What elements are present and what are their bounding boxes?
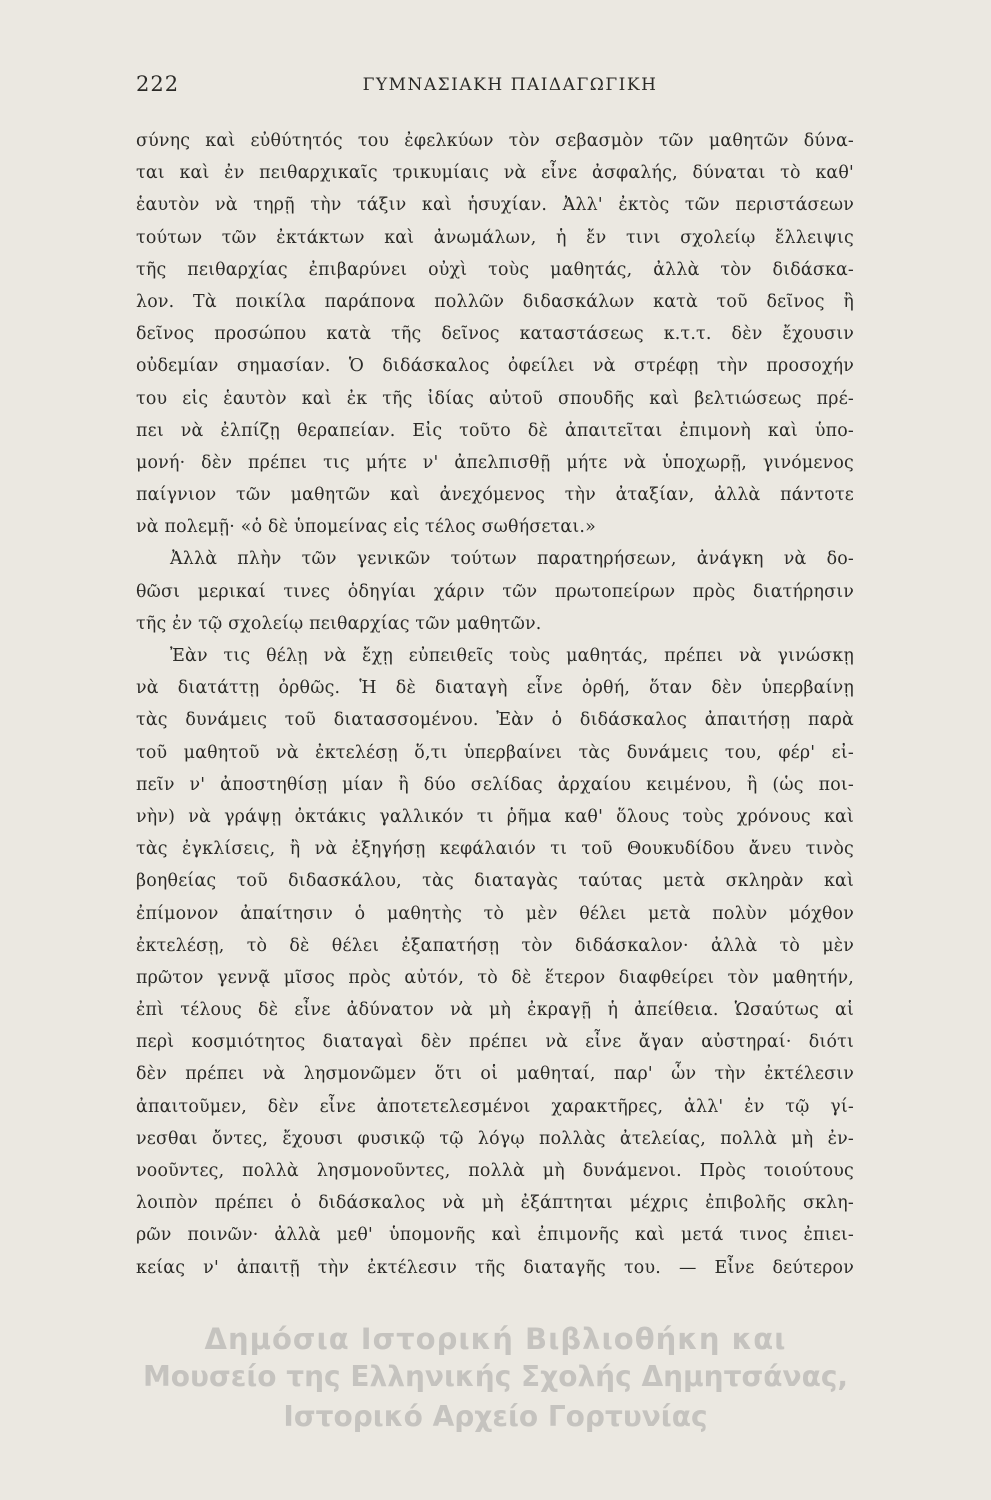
text-line: πει νὰ ἐλπίζῃ θεραπείαν. Εἰς τοῦτο δὲ ἀπαιτεῖται ἐπιμονὴ καὶ ὑπο- <box>136 420 854 441</box>
text-line: ἐπίμονον ἀπαίτησιν ὁ μαθητὴς τὸ μὲν θέλει μετὰ πολὺν μόχθον <box>136 903 854 924</box>
text-line: ρῶν ποινῶν· ἀλλὰ μεθ' ὑπομονῆς καὶ ἐπιμονῆς καὶ μετά τινος ἐπιει- <box>136 1225 854 1246</box>
text-line: σύνης καὶ εὐθύτητός του ἐφελκύων τὸν σεβασμὸν τῶν μαθητῶν δύνα- <box>136 131 854 151</box>
text-line: Ἐὰν τις θέλῃ νὰ ἔχῃ εὐπειθεῖς τοὺς μαθητάς, πρέπει νὰ γινώσκῃ <box>170 646 854 666</box>
text-line: του εἰς ἑαυτὸν καὶ ἐκ τῆς ἰδίας αὐτοῦ σπουδῆς καὶ βελτιώσεως πρέ- <box>136 388 854 409</box>
text-line: τῆς ἐν τῷ σχολείῳ πειθαρχίας τῶν μαθητῶν. <box>136 613 542 634</box>
text-line: δὲν πρέπει νὰ λησμονῶμεν ὅτι οἱ μαθηταί, παρ' ὧν τὴν ἐκτέλεσιν <box>136 1064 854 1085</box>
page-header <box>136 72 854 102</box>
library-watermark-line2: Μουσείο της Ελληνικής Σχολής Δημητσάνας, <box>142 1360 849 1393</box>
text-line: ἑαυτὸν νὰ τηρῇ τὴν τάξιν καὶ ἡσυχίαν. Ἀλλ' ἐκτὸς τῶν περιστάσεων <box>136 195 854 216</box>
running-title: ΓΥΜΝΑΣΙΑΚΗ ΠΑΙΔΑΓΩΓΙΚΗ <box>362 75 658 95</box>
text-line: τοῦ μαθητοῦ νὰ ἐκτελέσῃ ὅ,τι ὑπερβαίνει τὰς δυνάμεις του, φέρ' εἰ- <box>136 742 854 763</box>
text-line: παίγνιον τῶν μαθητῶν καὶ ἀνεχόμενος τὴν ἀταξίαν, ἀλλὰ πάντοτε <box>136 485 854 506</box>
library-watermark-line1: Δημόσια Ιστορική Βιβλιοθήκη και <box>204 1322 787 1356</box>
text-line: δεῖνος προσώπου κατὰ τῆς δεῖνος καταστάσεως κ.τ.τ. δὲν ἔχουσιν <box>136 324 854 345</box>
text-line: τὰς ἐγκλίσεις, ἢ νὰ ἐξηγήσῃ κεφάλαιόν τι τοῦ Θουκυδίδου ἄνευ τινὸς <box>136 839 854 860</box>
text-line: πρῶτον γεννᾷ μῖσος πρὸς αὐτόν, τὸ δὲ ἕτερον διαφθείρει τὸν μαθητήν, <box>136 967 854 988</box>
text-line: περὶ κοσμιότητος διαταγαὶ δὲν πρέπει νὰ εἶνε ἄγαν αὐστηραί· διότι <box>136 1032 854 1053</box>
text-line: Ἀλλὰ πλὴν τῶν γενικῶν τούτων παρατηρήσεων, ἀνάγκη νὰ δο- <box>170 549 854 570</box>
text-line: νὴν) νὰ γράψῃ ὀκτάκις γαλλικόν τι ῥῆμα καθ' ὅλους τοὺς χρόνους καὶ <box>136 806 854 827</box>
text-line: βοηθείας τοῦ διδασκάλου, τὰς διαταγὰς ταύτας μετὰ σκληρὰν καὶ <box>136 871 854 892</box>
text-line: ται καὶ ἐν πειθαρχικαῖς τρικυμίαις νὰ εἶνε ἀσφαλής, δύναται τὸ καθ' <box>136 163 854 184</box>
text-line: νὰ πολεμῇ· «ὁ δὲ ὑπομείνας εἰς τέλος σωθήσεται.» <box>136 517 596 538</box>
text-line: ἐπὶ τέλους δὲ εἶνε ἀδύνατον νὰ μὴ ἐκραγῇ ἡ ἀπείθεια. Ὡσαύτως αἱ <box>136 1000 854 1021</box>
text-line: λοιπὸν πρέπει ὁ διδάσκαλος νὰ μὴ ἐξάπτηται μέχρις ἐπιβολῆς σκλη- <box>136 1193 854 1214</box>
text-line: μονή· δὲν πρέπει τις μήτε ν' ἀπελπισθῇ μήτε νὰ ὑποχωρῇ, γινόμενος <box>136 452 854 473</box>
text-line: τῆς πειθαρχίας ἐπιβαρύνει οὐχὶ τοὺς μαθητάς, ἀλλὰ τὸν διδάσκα- <box>136 259 854 280</box>
text-line: κείας ν' ἀπαιτῇ τὴν ἐκτέλεσιν τῆς διαταγῆς του. — Εἶνε δεύτερον <box>136 1257 854 1278</box>
page-number: 222 <box>136 72 180 96</box>
text-line: τὰς δυνάμεις τοῦ διατασσομένου. Ἐὰν ὁ διδάσκαλος ἀπαιτήσῃ παρὰ <box>136 710 854 731</box>
text-line: ἐκτελέσῃ, τὸ δὲ θέλει ἐξαπατήσῃ τὸν διδάσκαλον· ἀλλὰ τὸ μὲν <box>136 935 854 956</box>
text-line: λον. Τὰ ποικίλα παράπονα πολλῶν διδασκάλων κατὰ τοῦ δεῖνος ἢ <box>136 291 854 312</box>
text-line: πεῖν ν' ἀποστηθίσῃ μίαν ἢ δύο σελίδας ἀρχαίου κειμένου, ἢ (ὡς ποι- <box>136 774 854 795</box>
text-line: τούτων τῶν ἐκτάκτων καὶ ἀνωμάλων, ἡ ἔν τινι σχολείῳ ἔλλειψις <box>136 227 854 248</box>
text-line: οὐδεμίαν σημασίαν. Ὁ διδάσκαλος ὀφείλει νὰ στρέφῃ τὴν προσοχήν <box>136 356 854 377</box>
library-watermark-line3: Ιστορικό Αρχείο Γορτυνίας <box>283 1400 708 1433</box>
text-line: νὰ διατάττῃ ὀρθῶς. Ἡ δὲ διαταγὴ εἶνε ὀρθή, ὅταν δὲν ὑπερβαίνῃ <box>136 678 854 699</box>
text-line: νοοῦντες, πολλὰ λησμονοῦντες, πολλὰ μὴ δυνάμενοι. Πρὸς τοιούτους <box>136 1161 854 1181</box>
body-text <box>136 125 854 1284</box>
text-line: θῶσι μερικαί τινες ὁδηγίαι χάριν τῶν πρωτοπείρων πρὸς διατήρησιν <box>136 581 854 602</box>
text-line: νεσθαι ὄντες, ἔχουσι φυσικῷ τῷ λόγῳ πολλὰς ἀτελείας, πολλὰ μὴ ἐν- <box>136 1128 854 1149</box>
text-line: ἀπαιτοῦμεν, δὲν εἶνε ἀποτετελεσμένοι χαρακτῆρες, ἀλλ' ἐν τῷ γί- <box>136 1096 854 1117</box>
